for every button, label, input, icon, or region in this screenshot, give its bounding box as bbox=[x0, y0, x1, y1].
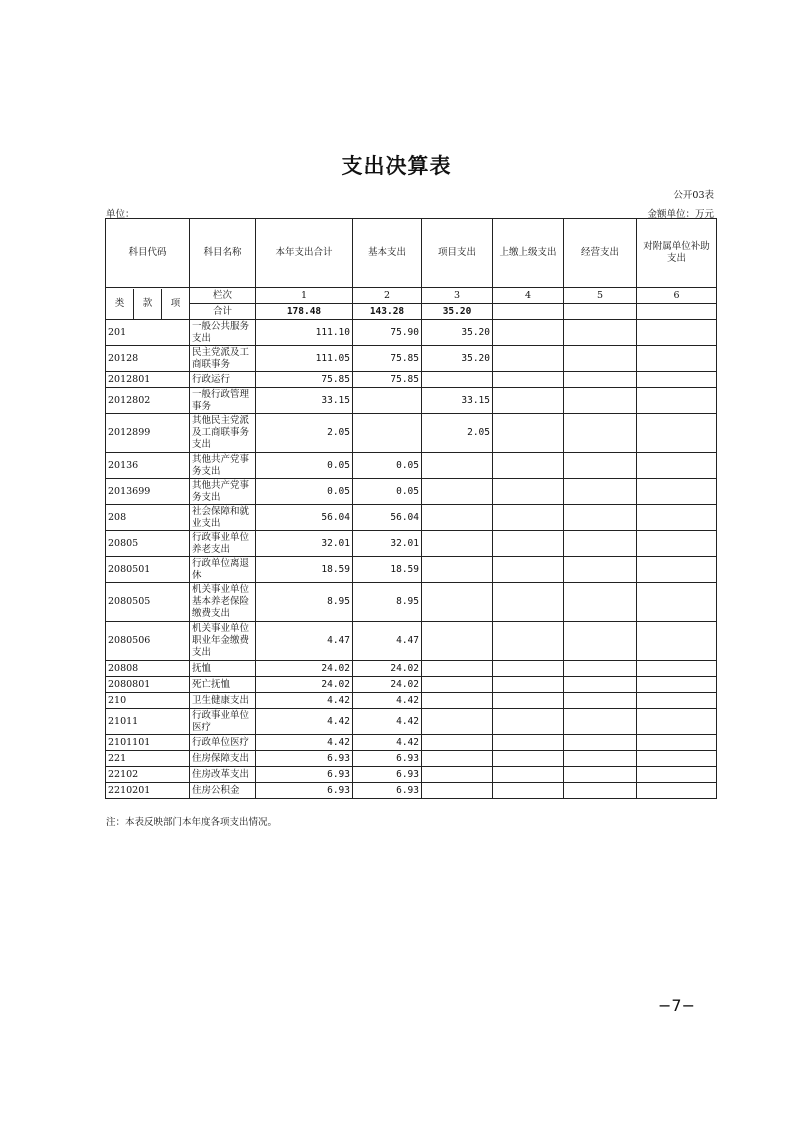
row-total: 111.10 bbox=[256, 320, 353, 346]
row-name: 死亡抚恤 bbox=[190, 677, 256, 693]
row-name: 行政运行 bbox=[190, 372, 256, 388]
row-total: 75.85 bbox=[256, 372, 353, 388]
row-subsidy bbox=[637, 320, 717, 346]
row-upper bbox=[493, 751, 564, 767]
row-name: 其他共产党事务支出 bbox=[190, 453, 256, 479]
row-project bbox=[422, 583, 493, 622]
row-name: 住房保障支出 bbox=[190, 751, 256, 767]
row-subsidy bbox=[637, 661, 717, 677]
col-index-1: 1 bbox=[256, 288, 353, 304]
row-code: 2013699 bbox=[106, 479, 190, 505]
row-code: 20128 bbox=[106, 346, 190, 372]
row-code: 208 bbox=[106, 505, 190, 531]
row-total: 33.15 bbox=[256, 388, 353, 414]
row-business bbox=[564, 479, 637, 505]
col-index-6: 6 bbox=[637, 288, 717, 304]
amount-unit-label: 金额单位：万元 bbox=[647, 209, 714, 220]
row-upper bbox=[493, 320, 564, 346]
row-project bbox=[422, 709, 493, 735]
row-project bbox=[422, 661, 493, 677]
row-project bbox=[422, 735, 493, 751]
form-number: 公开03表 bbox=[673, 190, 714, 201]
table-body bbox=[106, 320, 717, 799]
row-total: 32.01 bbox=[256, 531, 353, 557]
row-name: 行政单位离退休 bbox=[190, 557, 256, 583]
row-upper bbox=[493, 453, 564, 479]
row-code: 221 bbox=[106, 751, 190, 767]
total-project: 35.20 bbox=[422, 304, 493, 320]
row-name: 行政事业单位医疗 bbox=[190, 709, 256, 735]
row-subsidy bbox=[637, 767, 717, 783]
table-row bbox=[106, 453, 717, 479]
row-name: 其他民主党派及工商联事务支出 bbox=[190, 414, 256, 453]
row-total: 4.47 bbox=[256, 622, 353, 661]
row-subsidy bbox=[637, 505, 717, 531]
total-subsidy bbox=[637, 304, 717, 320]
row-project: 2.05 bbox=[422, 414, 493, 453]
row-business bbox=[564, 735, 637, 751]
row-code: 2101101 bbox=[106, 735, 190, 751]
row-basic bbox=[353, 414, 422, 453]
row-subsidy bbox=[637, 414, 717, 453]
table-row bbox=[106, 372, 717, 388]
row-basic: 6.93 bbox=[353, 767, 422, 783]
row-project bbox=[422, 453, 493, 479]
row-basic: 56.04 bbox=[353, 505, 422, 531]
row-code: 21011 bbox=[106, 709, 190, 735]
row-upper bbox=[493, 583, 564, 622]
row-basic: 24.02 bbox=[353, 677, 422, 693]
row-basic: 0.05 bbox=[353, 479, 422, 505]
table-row bbox=[106, 531, 717, 557]
row-name: 社会保障和就业支出 bbox=[190, 505, 256, 531]
row-business bbox=[564, 346, 637, 372]
row-basic: 0.05 bbox=[353, 453, 422, 479]
row-code: 22102 bbox=[106, 767, 190, 783]
row-basic: 75.90 bbox=[353, 320, 422, 346]
row-subsidy bbox=[637, 479, 717, 505]
row-business bbox=[564, 372, 637, 388]
row-basic: 18.59 bbox=[353, 557, 422, 583]
row-upper bbox=[493, 479, 564, 505]
row-code: 201 bbox=[106, 320, 190, 346]
row-project: 35.20 bbox=[422, 320, 493, 346]
row-subsidy bbox=[637, 622, 717, 661]
row-total: 18.59 bbox=[256, 557, 353, 583]
row-basic: 4.42 bbox=[353, 693, 422, 709]
row-name: 机关事业单位职业年金缴费支出 bbox=[190, 622, 256, 661]
page-number: −7− bbox=[658, 996, 695, 1015]
row-project bbox=[422, 677, 493, 693]
kuan-label: 款 bbox=[134, 289, 162, 319]
row-business bbox=[564, 709, 637, 735]
row-code: 20805 bbox=[106, 531, 190, 557]
row-basic: 4.42 bbox=[353, 735, 422, 751]
table-row bbox=[106, 767, 717, 783]
code-level-cells bbox=[106, 288, 190, 320]
row-business bbox=[564, 767, 637, 783]
row-project: 35.20 bbox=[422, 346, 493, 372]
row-total: 24.02 bbox=[256, 677, 353, 693]
row-project bbox=[422, 767, 493, 783]
row-basic: 4.47 bbox=[353, 622, 422, 661]
lanci-label: 栏次 bbox=[190, 288, 256, 304]
expenditure-table bbox=[105, 218, 717, 799]
row-subsidy bbox=[637, 346, 717, 372]
row-upper bbox=[493, 693, 564, 709]
lei-label: 类 bbox=[106, 289, 134, 319]
row-subsidy bbox=[637, 388, 717, 414]
row-project bbox=[422, 505, 493, 531]
row-total: 111.05 bbox=[256, 346, 353, 372]
row-project bbox=[422, 479, 493, 505]
row-upper bbox=[493, 767, 564, 783]
row-business bbox=[564, 414, 637, 453]
row-name: 一般公共服务支出 bbox=[190, 320, 256, 346]
row-subsidy bbox=[637, 751, 717, 767]
row-business bbox=[564, 693, 637, 709]
row-upper bbox=[493, 372, 564, 388]
row-name: 一般行政管理事务 bbox=[190, 388, 256, 414]
row-basic bbox=[353, 388, 422, 414]
row-subsidy bbox=[637, 583, 717, 622]
row-name: 卫生健康支出 bbox=[190, 693, 256, 709]
row-business bbox=[564, 783, 637, 799]
row-name: 机关事业单位基本养老保险缴费支出 bbox=[190, 583, 256, 622]
row-code: 20136 bbox=[106, 453, 190, 479]
table-row bbox=[106, 709, 717, 735]
row-project bbox=[422, 531, 493, 557]
row-name: 行政单位医疗 bbox=[190, 735, 256, 751]
row-upper bbox=[493, 388, 564, 414]
row-business bbox=[564, 677, 637, 693]
header-project: 项目支出 bbox=[422, 219, 493, 288]
row-code: 2080501 bbox=[106, 557, 190, 583]
total-label: 合计 bbox=[190, 304, 256, 320]
row-total: 4.42 bbox=[256, 709, 353, 735]
row-business bbox=[564, 583, 637, 622]
row-project bbox=[422, 751, 493, 767]
row-name: 民主党派及工商联事务 bbox=[190, 346, 256, 372]
row-code: 2080506 bbox=[106, 622, 190, 661]
row-name: 抚恤 bbox=[190, 661, 256, 677]
row-subsidy bbox=[637, 557, 717, 583]
row-upper bbox=[493, 709, 564, 735]
row-business bbox=[564, 661, 637, 677]
row-code: 2012802 bbox=[106, 388, 190, 414]
total-row bbox=[106, 304, 717, 320]
row-total: 56.04 bbox=[256, 505, 353, 531]
row-name: 其他共产党事务支出 bbox=[190, 479, 256, 505]
row-total: 24.02 bbox=[256, 661, 353, 677]
total-amount: 178.48 bbox=[256, 304, 353, 320]
row-total: 2.05 bbox=[256, 414, 353, 453]
table-row bbox=[106, 414, 717, 453]
row-code: 2080505 bbox=[106, 583, 190, 622]
table-row bbox=[106, 346, 717, 372]
row-basic: 24.02 bbox=[353, 661, 422, 677]
row-basic: 6.93 bbox=[353, 783, 422, 799]
header-total: 本年支出合计 bbox=[256, 219, 353, 288]
row-upper bbox=[493, 531, 564, 557]
row-total: 6.93 bbox=[256, 767, 353, 783]
row-subsidy bbox=[637, 735, 717, 751]
table-row bbox=[106, 479, 717, 505]
row-business bbox=[564, 531, 637, 557]
row-total: 4.42 bbox=[256, 693, 353, 709]
column-index-row bbox=[106, 288, 717, 304]
total-upper bbox=[493, 304, 564, 320]
header-subsidy: 对附属单位补助支出 bbox=[637, 219, 717, 288]
row-subsidy bbox=[637, 693, 717, 709]
row-basic: 8.95 bbox=[353, 583, 422, 622]
row-name: 住房改革支出 bbox=[190, 767, 256, 783]
row-subsidy bbox=[637, 677, 717, 693]
row-project bbox=[422, 372, 493, 388]
row-basic: 75.85 bbox=[353, 372, 422, 388]
header-upper: 上缴上级支出 bbox=[493, 219, 564, 288]
row-project bbox=[422, 783, 493, 799]
col-index-2: 2 bbox=[353, 288, 422, 304]
table-row bbox=[106, 677, 717, 693]
row-basic: 75.85 bbox=[353, 346, 422, 372]
header-name: 科目名称 bbox=[190, 219, 256, 288]
row-project: 33.15 bbox=[422, 388, 493, 414]
total-business bbox=[564, 304, 637, 320]
row-total: 8.95 bbox=[256, 583, 353, 622]
row-upper bbox=[493, 677, 564, 693]
row-subsidy bbox=[637, 372, 717, 388]
table-note: 注：本表反映部门本年度各项支出情况。 bbox=[106, 817, 278, 828]
row-business bbox=[564, 388, 637, 414]
header-basic: 基本支出 bbox=[353, 219, 422, 288]
row-business bbox=[564, 505, 637, 531]
row-code: 2080801 bbox=[106, 677, 190, 693]
row-total: 0.05 bbox=[256, 479, 353, 505]
table-row bbox=[106, 783, 717, 799]
row-upper bbox=[493, 557, 564, 583]
col-index-5: 5 bbox=[564, 288, 637, 304]
row-total: 6.93 bbox=[256, 751, 353, 767]
row-basic: 4.42 bbox=[353, 709, 422, 735]
row-basic: 6.93 bbox=[353, 751, 422, 767]
row-business bbox=[564, 320, 637, 346]
table-row bbox=[106, 693, 717, 709]
col-index-3: 3 bbox=[422, 288, 493, 304]
page-title: 支出决算表 bbox=[341, 154, 452, 178]
header-code: 科目代码 bbox=[106, 219, 190, 288]
row-subsidy bbox=[637, 453, 717, 479]
col-index-4: 4 bbox=[493, 288, 564, 304]
table-row bbox=[106, 622, 717, 661]
row-subsidy bbox=[637, 783, 717, 799]
table-row bbox=[106, 557, 717, 583]
row-upper bbox=[493, 346, 564, 372]
row-upper bbox=[493, 783, 564, 799]
header-row bbox=[106, 219, 717, 288]
row-upper bbox=[493, 735, 564, 751]
row-business bbox=[564, 622, 637, 661]
row-code: 2012899 bbox=[106, 414, 190, 453]
row-code: 20808 bbox=[106, 661, 190, 677]
row-code: 210 bbox=[106, 693, 190, 709]
row-code: 2210201 bbox=[106, 783, 190, 799]
row-upper bbox=[493, 414, 564, 453]
row-project bbox=[422, 693, 493, 709]
table-row bbox=[106, 320, 717, 346]
xiang-label: 项 bbox=[170, 297, 181, 309]
row-basic: 32.01 bbox=[353, 531, 422, 557]
total-basic: 143.28 bbox=[353, 304, 422, 320]
table-row bbox=[106, 505, 717, 531]
row-upper bbox=[493, 505, 564, 531]
unit-label: 单位： bbox=[106, 209, 135, 220]
row-business bbox=[564, 453, 637, 479]
row-project bbox=[422, 557, 493, 583]
table-row bbox=[106, 388, 717, 414]
row-business bbox=[564, 557, 637, 583]
row-upper bbox=[493, 622, 564, 661]
row-project bbox=[422, 622, 493, 661]
row-upper bbox=[493, 661, 564, 677]
table-row bbox=[106, 751, 717, 767]
row-total: 0.05 bbox=[256, 453, 353, 479]
row-total: 4.42 bbox=[256, 735, 353, 751]
row-subsidy bbox=[637, 531, 717, 557]
header-business: 经营支出 bbox=[564, 219, 637, 288]
row-code: 2012801 bbox=[106, 372, 190, 388]
table-row bbox=[106, 735, 717, 751]
table-row bbox=[106, 661, 717, 677]
row-subsidy bbox=[637, 709, 717, 735]
row-total: 6.93 bbox=[256, 783, 353, 799]
row-name: 住房公积金 bbox=[190, 783, 256, 799]
row-business bbox=[564, 751, 637, 767]
row-name: 行政事业单位养老支出 bbox=[190, 531, 256, 557]
table-row bbox=[106, 583, 717, 622]
